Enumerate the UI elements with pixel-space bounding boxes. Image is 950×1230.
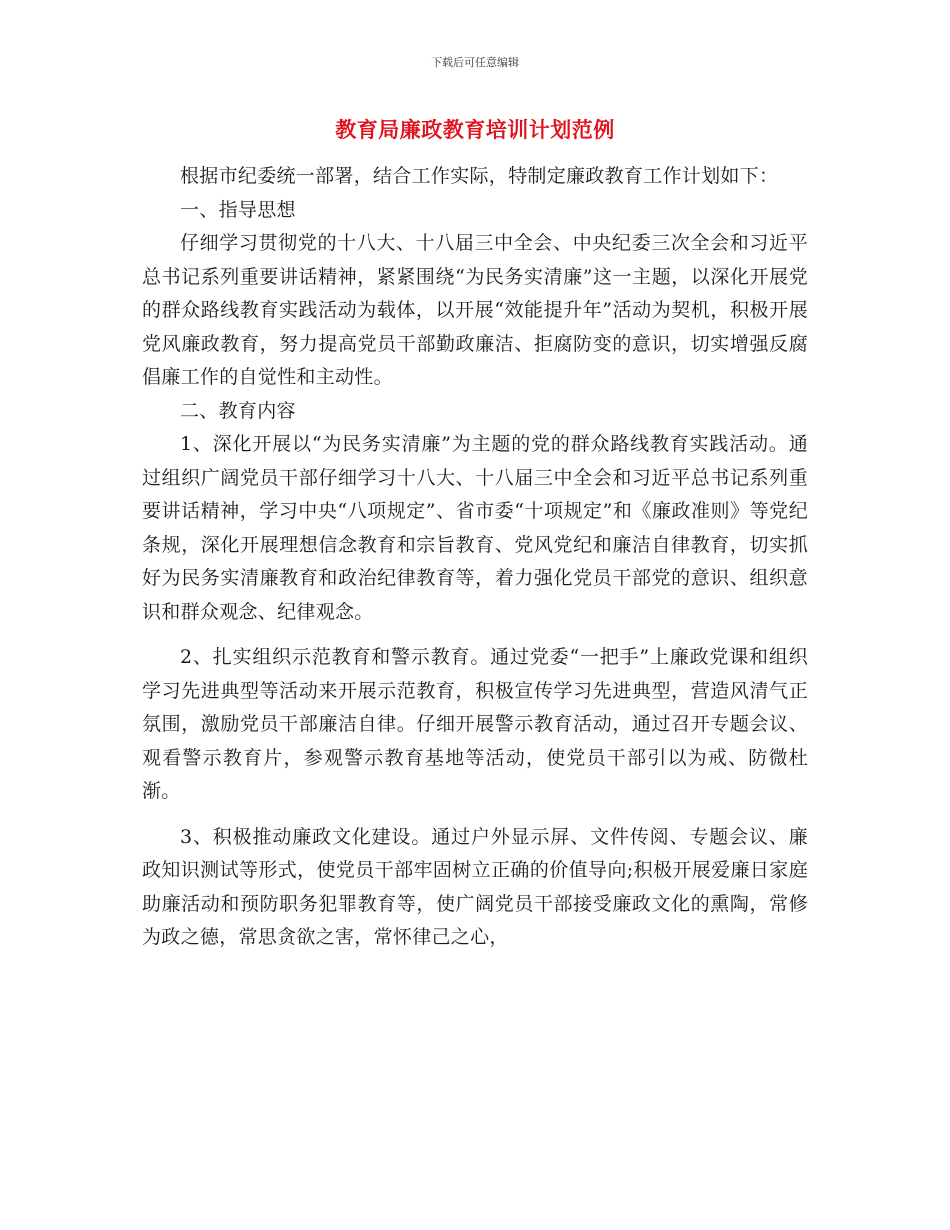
document-body	[142, 160, 808, 955]
intro-paragraph: 根据市纪委统一部署，结合工作实际，特制定廉政教育工作计划如下：	[180, 165, 779, 187]
content-item-2-paragraph: 2、扎实组织示范教育和警示教育。通过党委“一把手”上廉政党课和组织学习先进典型等活动来开展示范教育，积极宣传学习先进典型，营造风清气正氛围，激励党员干部廉洁自律。仔细开展警示教育活动，通过召开专题会议、观看警示教育片，参观警示教育基地等活动，使党员干部引以为戒、防微杜渐。	[142, 646, 808, 802]
page-header-note: 下载后可任意编辑	[431, 56, 519, 69]
section-heading-guiding-thought: 一、指导思想	[180, 198, 296, 221]
section-heading-education-content: 二、教育内容	[180, 399, 296, 422]
guiding-thought-paragraph: 仔细学习贯彻党的十八大、十八届三中全会、中央纪委三次全会和习近平总书记系列重要讲话精神，紧紧围绕“为民务实清廉”这一主题，以深化开展党的群众路线教育实践活动为载体，以开展“效能提升年”活动为契机，积极开展党风廉政教育，努力提高党员干部勤政廉洁、拒腐防变的意识，切实增强反腐倡廉工作的自觉性和主动性。	[142, 232, 808, 388]
document-title: 教育局廉政教育培训计划范例	[335, 117, 615, 142]
content-item-1-paragraph: 1、深化开展以“为民务实清廉”为主题的党的群众路线教育实践活动。通过组织广阔党员干部仔细学习十八大、十八届三中全会和习近平总书记系列重要讲话精神，学习中央“八项规定”、省市委“十项规定”和《廉政准则》等党纪条规，深化开展理想信念教育和宗旨教育、党风党纪和廉洁自律教育，切实抓好为民务实清廉教育和政治纪律教育等，着力强化党员干部党的意识、组织意识和群众观念、纪律观念。	[142, 433, 808, 623]
content-item-3-paragraph: 3、积极推动廉政文化建设。通过户外显示屏、文件传阅、专题会议、廉政知识测试等形式，使党员干部牢固树立正确的价值导向;积极开展爱廉日家庭助廉活动和预防职务犯罪教育等，使广阔党员干部接受廉政文化的熏陶，常修为政之德，常思贪欲之害，常怀律己之心，	[142, 825, 808, 948]
